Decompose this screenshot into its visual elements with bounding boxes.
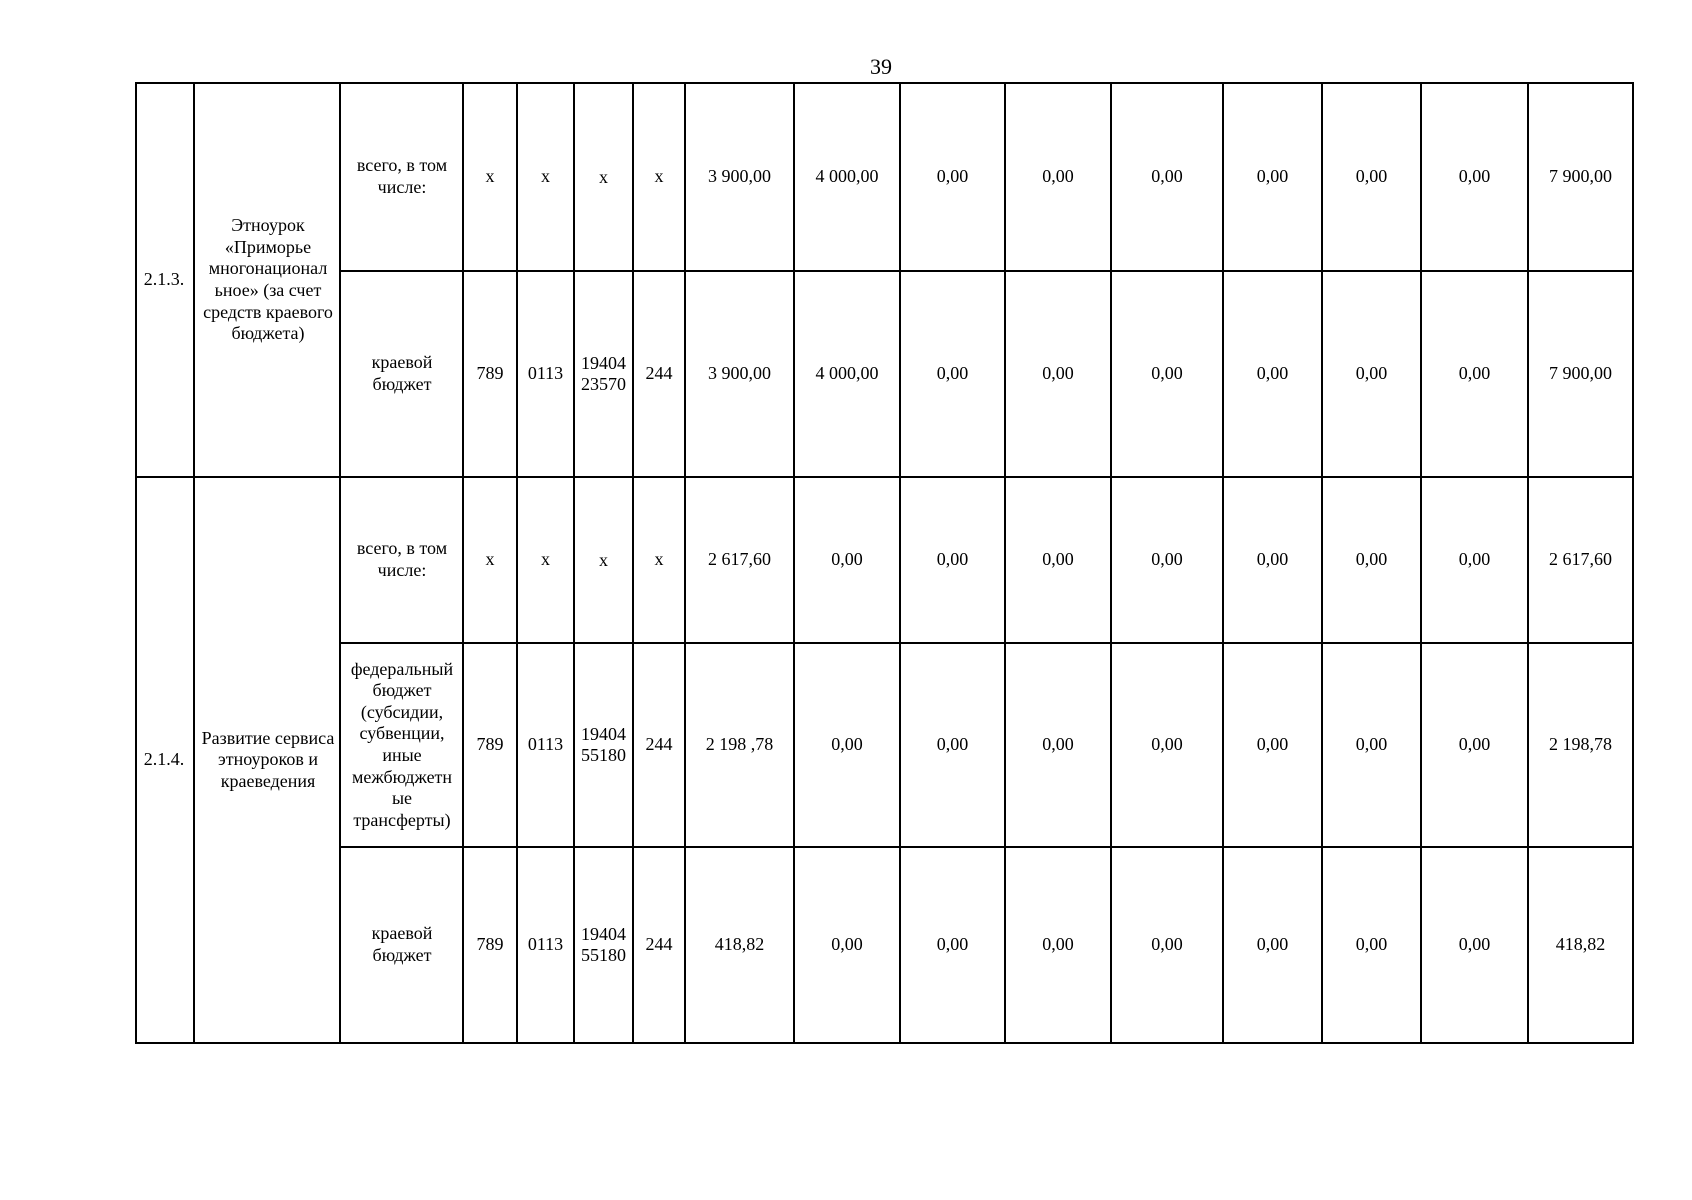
amount-year-4: 0,00 — [1005, 477, 1111, 643]
amount-year-1: 2 198 ,78 — [685, 643, 794, 847]
amount-year-8: 0,00 — [1421, 643, 1528, 847]
amount-year-8: 0,00 — [1421, 271, 1528, 477]
amount-year-7: 0,00 — [1322, 83, 1421, 271]
amount-year-6: 0,00 — [1223, 477, 1322, 643]
amount-year-5: 0,00 — [1111, 847, 1223, 1043]
table-row — [136, 847, 1633, 1043]
amount-year-4: 0,00 — [1005, 847, 1111, 1043]
amount-total: 7 900,00 — [1528, 83, 1633, 271]
table-row — [136, 643, 1633, 847]
amount-year-7: 0,00 — [1322, 477, 1421, 643]
amount-year-7: 0,00 — [1322, 643, 1421, 847]
amount-year-2: 0,00 — [794, 477, 900, 643]
amount-year-5: 0,00 — [1111, 83, 1223, 271]
funding-source: всего, в том числе: — [340, 83, 463, 271]
section-code: 0113 — [517, 271, 574, 477]
grbs-code: 789 — [463, 271, 517, 477]
target-article-code: 19404 23570 — [574, 271, 633, 477]
amount-year-6: 0,00 — [1223, 83, 1322, 271]
item-name: Развитие сервиса этноуроков и краеведения — [194, 477, 340, 1043]
table-row — [136, 83, 1633, 271]
item-name: Этноурок «Приморье многонационал ьное» (за счет средств краевого бюджета) — [194, 83, 340, 477]
amount-year-2: 4 000,00 — [794, 271, 900, 477]
amount-year-8: 0,00 — [1421, 477, 1528, 643]
amount-total: 7 900,00 — [1528, 271, 1633, 477]
amount-year-1: 2 617,60 — [685, 477, 794, 643]
target-article-code: 19404 55180 — [574, 847, 633, 1043]
amount-year-6: 0,00 — [1223, 847, 1322, 1043]
amount-year-1: 3 900,00 — [685, 271, 794, 477]
amount-year-2: 0,00 — [794, 643, 900, 847]
amount-year-4: 0,00 — [1005, 83, 1111, 271]
grbs-code: 789 — [463, 847, 517, 1043]
amount-year-5: 0,00 — [1111, 271, 1223, 477]
item-number: 2.1.4. — [136, 477, 194, 1043]
amount-year-3: 0,00 — [900, 271, 1005, 477]
section-code: 0113 — [517, 643, 574, 847]
amount-total: 2 617,60 — [1528, 477, 1633, 643]
section-code: 0113 — [517, 847, 574, 1043]
funding-source: краевой бюджет — [340, 271, 463, 477]
expense-type-code: x — [633, 477, 685, 643]
amount-year-5: 0,00 — [1111, 643, 1223, 847]
amount-year-1: 3 900,00 — [685, 83, 794, 271]
amount-year-3: 0,00 — [900, 83, 1005, 271]
expense-type-code: 244 — [633, 643, 685, 847]
amount-total: 418,82 — [1528, 847, 1633, 1043]
section-code: x — [517, 477, 574, 643]
table-row — [136, 477, 1633, 643]
amount-year-1: 418,82 — [685, 847, 794, 1043]
amount-year-6: 0,00 — [1223, 643, 1322, 847]
grbs-code: x — [463, 83, 517, 271]
grbs-code: 789 — [463, 643, 517, 847]
amount-year-2: 0,00 — [794, 847, 900, 1043]
funding-source: федеральный бюджет (субсидии, субвенции, иные межбюджетн ые трансферты) — [340, 643, 463, 847]
funding-source: краевой бюджет — [340, 847, 463, 1043]
amount-year-3: 0,00 — [900, 477, 1005, 643]
amount-year-4: 0,00 — [1005, 271, 1111, 477]
item-number: 2.1.3. — [136, 83, 194, 477]
amount-year-8: 0,00 — [1421, 847, 1528, 1043]
amount-year-2: 4 000,00 — [794, 83, 900, 271]
amount-year-3: 0,00 — [900, 643, 1005, 847]
table-row — [136, 271, 1633, 477]
amount-year-6: 0,00 — [1223, 271, 1322, 477]
expense-type-code: 244 — [633, 847, 685, 1043]
page-number: 39 — [870, 54, 892, 79]
funding-source: всего, в том числе: — [340, 477, 463, 643]
target-article-code: x — [574, 83, 633, 271]
section-code: x — [517, 83, 574, 271]
target-article-code: x — [574, 477, 633, 643]
amount-year-3: 0,00 — [900, 847, 1005, 1043]
expense-type-code: x — [633, 83, 685, 271]
budget-table — [135, 82, 1634, 1044]
grbs-code: x — [463, 477, 517, 643]
target-article-code: 19404 55180 — [574, 643, 633, 847]
amount-total: 2 198,78 — [1528, 643, 1633, 847]
amount-year-4: 0,00 — [1005, 643, 1111, 847]
amount-year-8: 0,00 — [1421, 83, 1528, 271]
amount-year-7: 0,00 — [1322, 847, 1421, 1043]
expense-type-code: 244 — [633, 271, 685, 477]
amount-year-5: 0,00 — [1111, 477, 1223, 643]
amount-year-7: 0,00 — [1322, 271, 1421, 477]
